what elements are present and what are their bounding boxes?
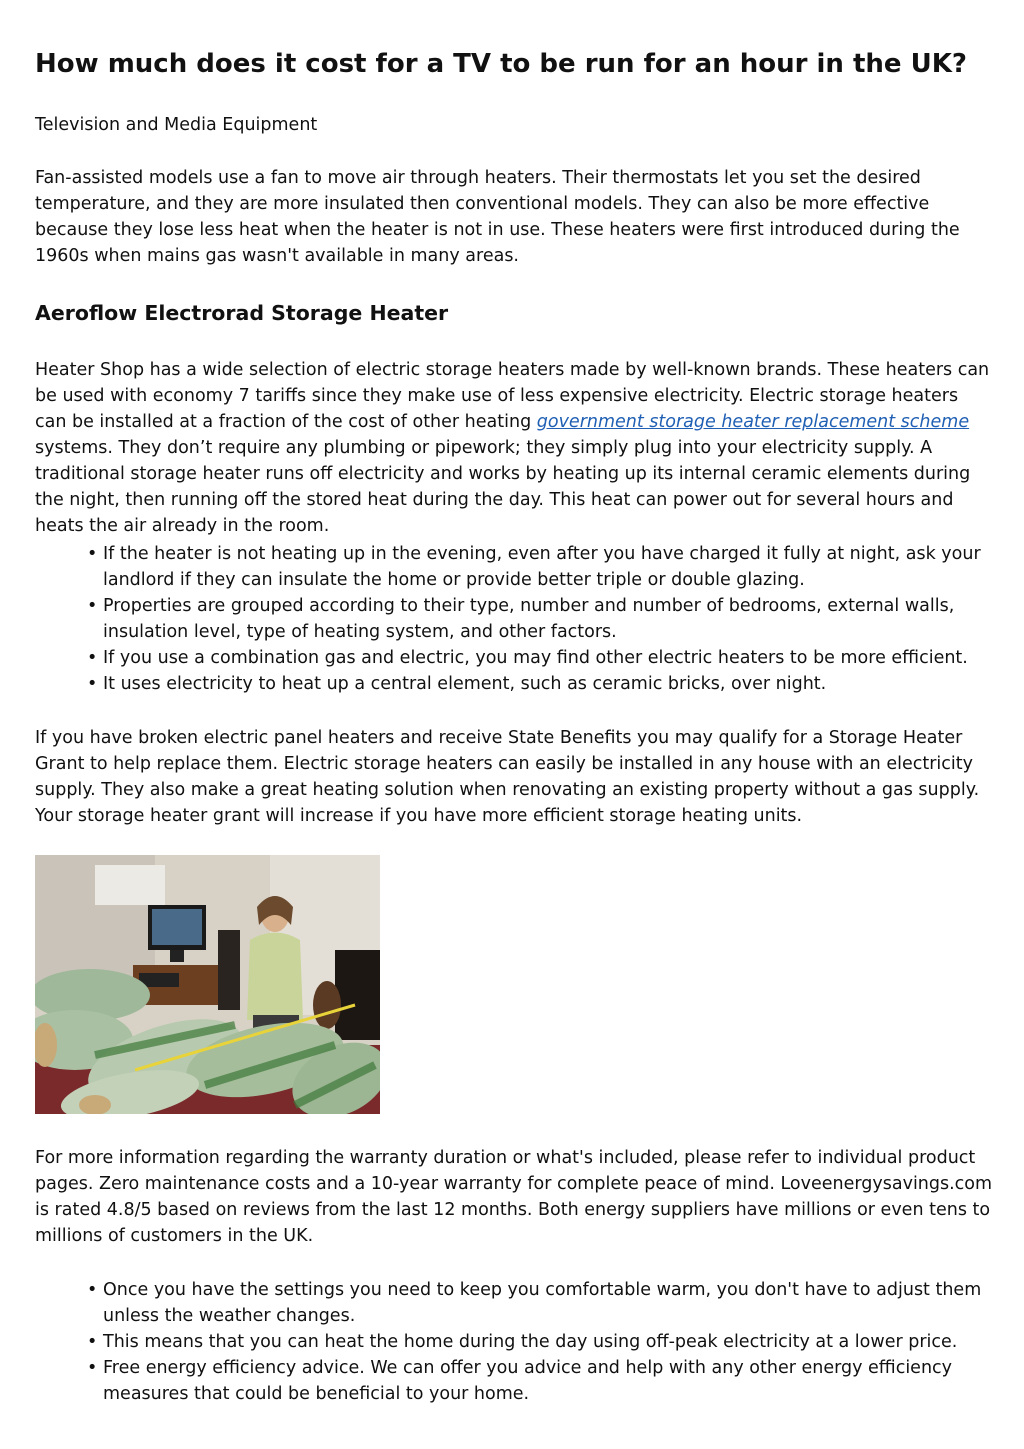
section-heading: Aeroflow Electrorad Storage Heater <box>35 301 449 325</box>
list-item: • Properties are grouped according to their type, number and number of bedrooms, external walls, insulation level, type of heating system, and other factors. <box>87 593 992 645</box>
paragraph-heater-shop <box>35 357 993 539</box>
list-item: • This means that you can heat the home during the day using off-peak electricity at a lower price. <box>87 1329 992 1355</box>
page-title: How much does it cost for a TV to be run for an hour in the UK? <box>35 49 967 79</box>
paragraph-grant: If you have broken electric panel heaters and receive State Benefits you may qualify for a Storage Heater Grant to help replace them. Electric storage heaters can easily be installed in any house with an electricity supply. They also make a great heating solution when renovating an existing property without a gas supply. Your storage heater grant will increase if you have more efficient storage heating units. <box>35 728 980 826</box>
bullet-list-2 <box>87 1277 992 1407</box>
intro-paragraph: Fan-assisted models use a fan to move air through heaters. Their thermostats let you set the desired temperature, and they are more insulated then conventional models. They can also be more effective because they lose less heat when the heater is not in use. These heaters were first introduced during the 1960s when mains gas wasn't available in many areas. <box>35 168 960 266</box>
list-item: • Once you have the settings you need to keep you comfortable warm, you don't have to adjust them unless the weather changes. <box>87 1277 992 1329</box>
category-label: Television and Media Equipment <box>35 115 318 135</box>
list-item: • It uses electricity to heat up a central element, such as ceramic bricks, over night. <box>87 671 992 697</box>
paragraph-text-after-link: systems. They don’t require any plumbing or pipework; they simply plug into your electricity supply. A traditional storage heater runs off electricity and works by heating up its internal ceramic elements during the night, then running off the stored heat during the day. This heat can power out for several hours and heats the air already in the room. <box>35 438 971 536</box>
insulation-rolls-photo <box>35 855 380 1114</box>
bullet-list-1 <box>87 541 992 697</box>
replacement-scheme-link[interactable]: government storage heater replacement scheme <box>536 412 970 432</box>
list-item: • If the heater is not heating up in the evening, even after you have charged it fully at night, ask your landlord if they can insulate the home or provide better triple or double glazing. <box>87 541 992 593</box>
list-item: • Free energy efficiency advice. We can offer you advice and help with any other energy efficiency measures that could be beneficial to your home. <box>87 1355 992 1407</box>
paragraph-text-before-link: Heater Shop has a wide selection of electric storage heaters made by well-known brands. These heaters can be used with economy 7 tariffs since they make use of less expensive electricity. Electric storage heaters can be installed at a fraction of the cost of other heating <box>35 360 990 432</box>
paragraph-warranty: For more information regarding the warranty duration or what's included, please refer to individual product pages. Zero maintenance costs and a 10-year warranty for complete peace of mind. Loveenergysavings.com is rated 4.8/5 based on reviews from the last 12 months. Both energy suppliers have millions or even tens to millions of customers in the UK. <box>35 1148 993 1246</box>
list-item: • If you use a combination gas and electric, you may find other electric heaters to be more efficient. <box>87 645 992 671</box>
